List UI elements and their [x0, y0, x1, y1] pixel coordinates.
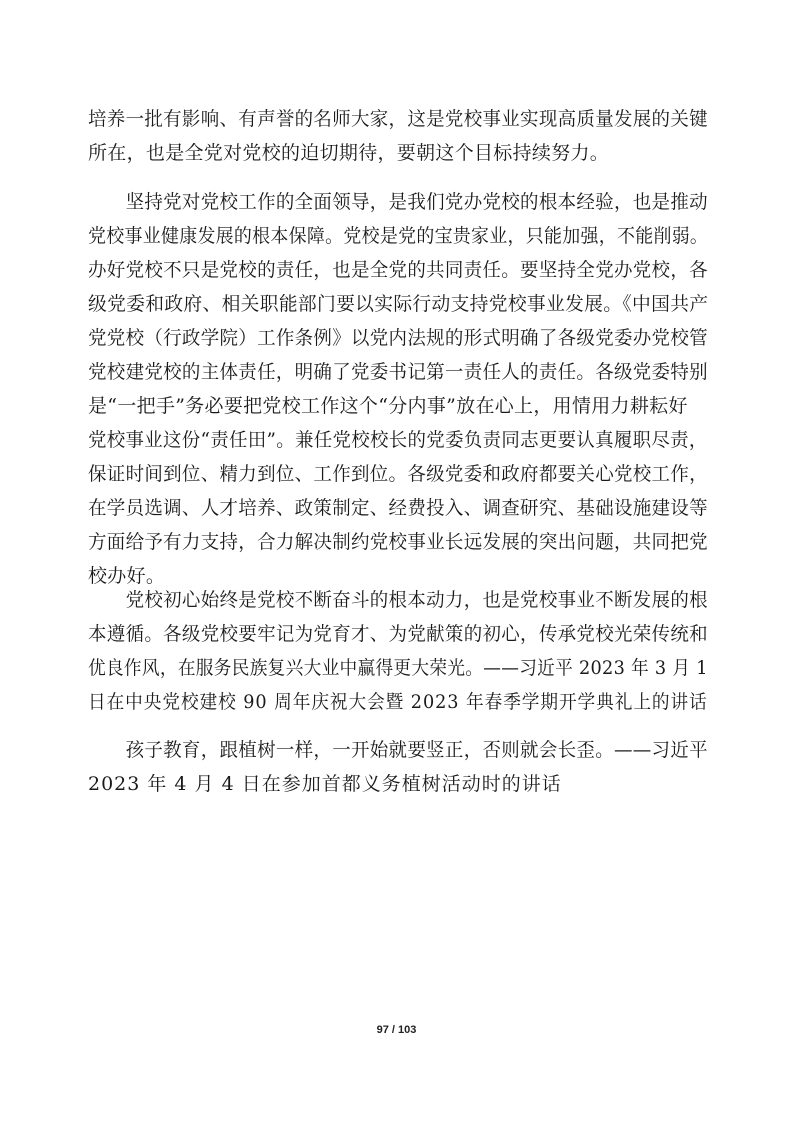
text-line-attribution: 日在中央党校建校 90 周年庆祝大会暨 2023 年春季学期开学典礼上的讲话 [88, 691, 708, 713]
text-line: 党校事业健康发展的根本保障。党校是党的宝贵家业，只能加强，不能削弱。 [88, 225, 709, 247]
text-line: 方面给予有力支持，合力解决制约党校事业长远发展的突出问题，共同把党 [88, 531, 708, 553]
text-line: 是“一把手”务必要把党校工作这个“分内事”放在心上，用情用力耕耘好 [88, 395, 688, 417]
text-line: 保证时间到位、精力到位、工作到位。各级党委和政府都要关心党校工作， [88, 463, 708, 485]
text-line: 办好党校不只是党校的责任，也是全党的共同责任。要坚持全党办党校，各 [88, 259, 708, 281]
text-line: 优良作风，在服务民族复兴大业中赢得更大荣光。——习近平 2023 年 3 月 1 [88, 657, 708, 679]
paragraph-original-aspiration-quote [88, 583, 708, 719]
text-line: 级党委和政府、相关职能部门要以实际行动支持党校事业发展。《中国共产 [88, 293, 709, 315]
text-line-attribution: 2023 年 4 月 4 日在参加首都义务植树活动时的讲话 [88, 773, 562, 795]
text-line: 在学员选调、人才培养、政策制定、经费投入、调查研究、基础设施建设等 [88, 497, 708, 519]
text-line: 培养一批有影响、有声誉的名师大家，这是党校事业实现高质量发展的关键 [88, 108, 708, 130]
text-line: 党党校（行政学院）工作条例》以党内法规的形式明确了各级党委办党校管 [88, 327, 708, 349]
text-line: 坚持党对党校工作的全面领导，是我们党办党校的根本经验，也是推动 [88, 191, 708, 213]
text-line: 党校初心始终是党校不断奋斗的根本动力，也是党校事业不断发展的根 [88, 589, 708, 611]
paragraph-famous-teachers [88, 102, 708, 170]
paragraph-party-leadership [88, 185, 708, 593]
paragraph-child-education-quote [88, 733, 708, 801]
text-line: 所在，也是全党对党校的迫切期待，要朝这个目标持续努力。 [88, 142, 610, 164]
text-line: 校办好。 [88, 565, 166, 587]
text-line: 党校建党校的主体责任，明确了党委书记第一责任人的责任。各级党委特别 [88, 361, 708, 383]
page-number: 97 / 103 [376, 1024, 417, 1036]
text-line: 本遵循。各级党校要牢记为党育才、为党献策的初心，传承党校光荣传统和 [88, 623, 708, 645]
text-line: 孩子教育，跟植树一样，一开始就要竖正，否则就会长歪。——习近平 [88, 739, 708, 761]
text-line: 党校事业这份“责任田”。兼任党校校长的党委负责同志更要认真履职尽责， [88, 429, 708, 451]
